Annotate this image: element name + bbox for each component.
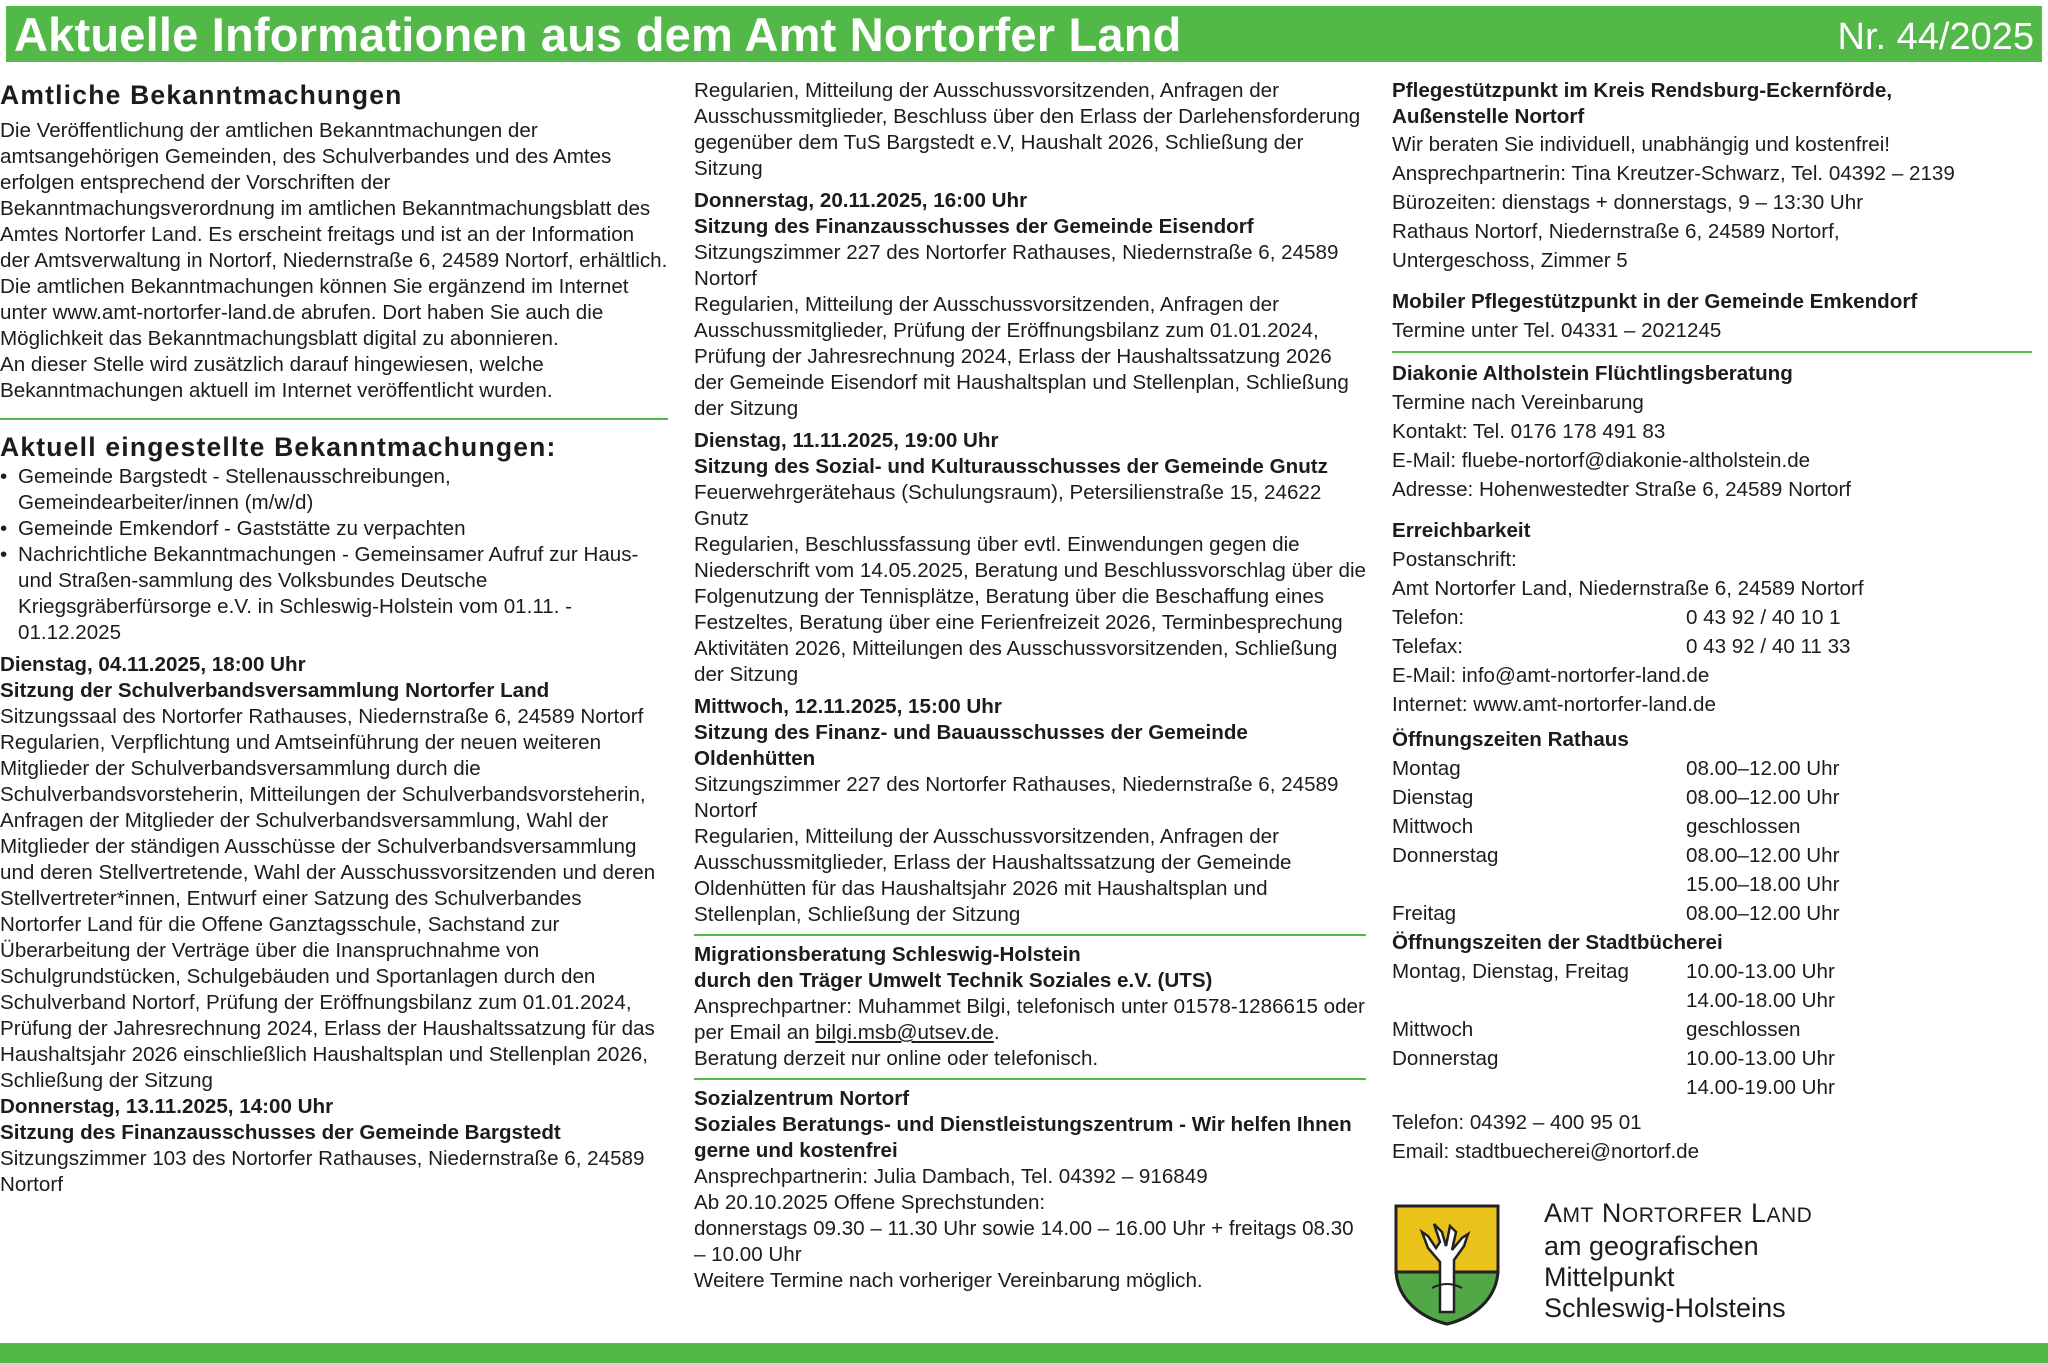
amtliche-text-2: Die amtlichen Bekanntmachungen können Sie ergänzend im Internet unter www.amt-nortorfer-land.de abrufen. Dort haben Sie auch die Möglichkeit das Bekanntmachungsblatt digital zu abonnieren. bbox=[0, 275, 629, 350]
migration-contact-text: Ansprechpartner: Muhammet Bilgi, telefonisch unter 01578-1286615 oder per Email an bbox=[694, 995, 1365, 1044]
migration-email-link[interactable]: bilgi.msb@utsev.de bbox=[815, 1021, 994, 1044]
day-label: Montag, Dienstag, Freitag bbox=[1392, 960, 1629, 983]
amtliche-text-3: An dieser Stelle wird zusätzlich darauf hingewiesen, welche Bekanntmachungen aktuell im Internet veröffentlicht wurden. bbox=[0, 353, 553, 402]
page-title: Aktuelle Informationen aus dem Amt Nortorfer Land bbox=[14, 8, 1182, 61]
list-item: • Gemeinde Bargstedt - Stellenausschreibungen, Gemeindearbeiter/innen (m/w/d) bbox=[0, 464, 668, 516]
fax-row bbox=[1392, 632, 2032, 661]
hours-value: 14.00-18.00 Uhr bbox=[1686, 989, 1835, 1012]
meeting-3-agenda: Regularien, Mitteilung der Ausschussvorsitzenden, Anfragen der Ausschussmitglieder, Prüfung der Eröffnungsbilanz zum 01.01.2024, Prüfung der Jahresrechnung 2024, Erlass der Haushaltssatzung 2026 der Gemeinde Eisendorf mit Haushaltsplan und Stellenplan, Schließung der Sitzung bbox=[694, 293, 1349, 420]
logo-name-d: ORTORFER bbox=[1621, 1204, 1743, 1227]
migration-note: Beratung derzeit nur online oder telefonisch. bbox=[694, 1047, 1099, 1070]
diakonie-text-3: E-Mail: fluebe-nortorf@diakonie-altholstein.de bbox=[1392, 449, 1811, 472]
diakonie-title: Diakonie Altholstein Flüchtlingsberatung bbox=[1392, 362, 1793, 385]
diakonie-text-4: Adresse: Hohenwestedter Straße 6, 24589 Nortorf bbox=[1392, 478, 1852, 501]
day-label: Mittwoch bbox=[1392, 1018, 1474, 1041]
postanschrift-label: Postanschrift: bbox=[1392, 548, 1517, 571]
migration-contact bbox=[694, 994, 1366, 1046]
meeting-4-place: Feuerwehrgerätehaus (Schulungsraum), Petersilienstraße 15, 24622 Gnutz bbox=[694, 481, 1322, 530]
migration-title-1: Migrationsberatung Schleswig-Holstein bbox=[694, 943, 1081, 966]
day-label: Mittwoch bbox=[1392, 815, 1474, 838]
pflege-text-3: Bürozeiten: dienstags + donnerstags, 9 – 13:30 Uhr bbox=[1392, 191, 1864, 214]
logo-name-a: A bbox=[1544, 1198, 1563, 1228]
header-banner bbox=[6, 6, 2042, 62]
day-label: Freitag bbox=[1392, 902, 1457, 925]
oeffnungszeiten-title: Öffnungszeiten Rathaus bbox=[1392, 728, 1629, 751]
logo-line-2: am geografischen bbox=[1544, 1231, 1759, 1261]
telefax-label: Telefax: bbox=[1392, 635, 1463, 658]
amt-logo bbox=[1392, 1196, 1952, 1336]
logo-name-f: AND bbox=[1766, 1204, 1813, 1227]
hours-value: 08.00–12.00 Uhr bbox=[1686, 786, 1840, 809]
logo-name-b: MT bbox=[1562, 1204, 1594, 1227]
amtliche-heading: Amtliche Bekanntmachungen bbox=[0, 80, 403, 110]
day-label: Donnerstag bbox=[1392, 844, 1499, 867]
hours-value: 08.00–12.00 Uhr bbox=[1686, 844, 1840, 867]
meeting-4-title: Sitzung des Sozial- und Kulturausschusses der Gemeinde Gnutz bbox=[694, 455, 1328, 478]
internet-line: Internet: www.amt-nortorfer-land.de bbox=[1392, 693, 1716, 716]
divider bbox=[694, 934, 1366, 936]
meeting-2-continued: Regularien, Mitteilung der Ausschussvorsitzenden, Anfragen der Ausschussmitglieder, Beschluss über den Erlass der Darlehensforderung gegenüber dem TuS Bargstedt e.V, Haushalt 2026, Schließung der Sitzung bbox=[694, 79, 1361, 180]
hours-value: geschlossen bbox=[1686, 1018, 1801, 1041]
footer-bar bbox=[0, 1343, 2048, 1363]
hours-value: 08.00–12.00 Uhr bbox=[1686, 757, 1840, 780]
diakonie-text-2: Kontakt: Tel. 0176 178 491 83 bbox=[1392, 420, 1666, 443]
sozialzentrum-hours-heading: Ab 20.10.2025 Offene Sprechstunden: bbox=[694, 1191, 1046, 1214]
divider bbox=[694, 1078, 1366, 1080]
meeting-3-title: Sitzung des Finanzausschusses der Gemeinde Eisendorf bbox=[694, 215, 1254, 238]
list-item: • Gemeinde Emkendorf - Gaststätte zu verpachten bbox=[0, 516, 668, 542]
stadtbuecherei-title: Öffnungszeiten der Stadtbücherei bbox=[1392, 931, 1723, 954]
logo-text bbox=[1544, 1198, 1812, 1324]
sozialzentrum-contact: Ansprechpartnerin: Julia Dambach, Tel. 04392 – 916849 bbox=[694, 1165, 1208, 1188]
stadtbuecherei-email: Email: stadtbuecherei@nortorf.de bbox=[1392, 1140, 1700, 1163]
phone-row bbox=[1392, 603, 2032, 632]
oeffnungszeiten-table bbox=[1392, 754, 2032, 928]
meeting-5-date: Mittwoch, 12.11.2025, 15:00 Uhr bbox=[694, 695, 1002, 718]
meeting-5-title: Sitzung des Finanz- und Bauausschusses der Gemeinde Oldenhütten bbox=[694, 721, 1248, 770]
meeting-5-place: Sitzungszimmer 227 des Nortorfer Rathauses, Niedernstraße 6, 24589 Nortorf bbox=[694, 773, 1339, 822]
pflege-text-1: Wir beraten Sie individuell, unabhängig und kostenfrei! bbox=[1392, 133, 1890, 156]
meeting-2-title: Sitzung des Finanzausschusses der Gemeinde Bargstedt bbox=[0, 1121, 561, 1144]
sozialzentrum-hours: donnerstags 09.30 – 11.30 Uhr sowie 14.00 – 16.00 Uhr + freitags 08.30 – 10.00 Uhr bbox=[694, 1217, 1354, 1266]
stadtbuecherei-table bbox=[1392, 957, 2032, 1102]
erreichbarkeit-title: Erreichbarkeit bbox=[1392, 519, 1531, 542]
issue-number: Nr. 44/2025 bbox=[1837, 16, 2034, 58]
meeting-5-agenda: Regularien, Mitteilung der Ausschussvorsitzenden, Anfragen der Ausschussmitglieder, Erlass der Haushaltssatzung der Gemeinde Oldenhütten für das Haushaltsjahr 2026 mit Haushaltsplan und Stellenplan, Schließung der Sitzung bbox=[694, 825, 1292, 926]
hours-value: 10.00-13.00 Uhr bbox=[1686, 1047, 1835, 1070]
logo-line-4: Schleswig-Holsteins bbox=[1544, 1293, 1786, 1323]
meeting-1-agenda: Regularien, Verpflichtung und Amtseinführung der neuen weiteren Mitglieder der Schulverbandsversammlung durch die Schulverbandsvorsteherin, Mitteilungen der Schulverbandsvorsteherin, Anfragen der Mitglieder der Schulverbandsversammlung, Wahl der Mitglieder der ständigen Ausschüsse der Schulverbandsversammlung und deren Stellvertretende, Wahl der Ausschussvorsitzenden und deren Stellvertreter*innen, Entwurf einer Satzung des Schulverbandes Nortorfer Land für die Offene Ganztagsschule, Sachstand zur Überarbeitung der Verträge über die Inanspruchnahme von Schulgrundstücken, Schulgebäuden und Sportanlagen durch den Schulverband Nortorf, Prüfung der Eröffnungsbilanz zum 01.01.2024, Prüfung der Jahresrechnung 2024, Erlass der Haushaltssatzung für das Haushaltsjahr 2026 einschließlich Haushaltsplan und Stellenplan 2026, Schließung der Sitzung bbox=[0, 731, 656, 1092]
bekanntmachungen-list bbox=[0, 464, 668, 646]
hours-value: 15.00–18.00 Uhr bbox=[1686, 873, 1840, 896]
mobil-title: Mobiler Pflegestützpunkt in der Gemeinde Emkendorf bbox=[1392, 290, 1918, 313]
logo-name bbox=[1544, 1198, 1812, 1231]
meeting-4-agenda: Regularien, Beschlussfassung über evtl. Einwendungen gegen die Niederschrift vom 14.05.2025, Beratung und Beschlussvorschlag über die Folgenutzung der Tennisplätze, Beratung über die Beschaffung eines Festzeltes, Beratung über eine Ferienfreizeit 2026, Terminbesprechung Aktivitäten 2026, Mitteilungen des Ausschussvorsitzenden, Schließung der Sitzung bbox=[694, 533, 1366, 686]
sozialzentrum-title-1: Sozialzentrum Nortorf bbox=[694, 1087, 910, 1110]
telefon-value: 0 43 92 / 40 10 1 bbox=[1686, 606, 1841, 629]
migration-title-2: durch den Träger Umwelt Technik Soziales e.V. (UTS) bbox=[694, 969, 1213, 992]
meeting-2-date: Donnerstag, 13.11.2025, 14:00 Uhr bbox=[0, 1095, 334, 1118]
day-label: Donnerstag bbox=[1392, 1047, 1499, 1070]
day-label bbox=[1392, 870, 1686, 899]
meeting-3-place: Sitzungszimmer 227 des Nortorfer Rathauses, Niedernstraße 6, 24589 Nortorf bbox=[694, 241, 1339, 290]
day-label: Dienstag bbox=[1392, 786, 1474, 809]
day-label: Montag bbox=[1392, 757, 1461, 780]
sozialzentrum-title-2: Soziales Beratungs- und Dienstleistungszentrum - Wir helfen Ihnen gerne und kostenfrei bbox=[694, 1113, 1352, 1162]
list-item: • Nachrichtliche Bekanntmachungen - Gemeinsamer Aufruf zur Haus- und Straßen-sammlung des Volksbundes Deutsche Kriegsgräberfürsorge e.V. in Schleswig-Holstein vom 01.11. - 01.12.2025 bbox=[0, 542, 668, 646]
hours-value: 10.00-13.00 Uhr bbox=[1686, 960, 1835, 983]
logo-line-3: Mittelpunkt bbox=[1544, 1262, 1675, 1292]
postanschrift: Amt Nortorfer Land, Niedernstraße 6, 24589 Nortorf bbox=[1392, 577, 1864, 600]
column-middle bbox=[694, 78, 1366, 1294]
meeting-4-date: Dienstag, 11.11.2025, 19:00 Uhr bbox=[694, 429, 999, 452]
stadtbuecherei-phone: Telefon: 04392 – 400 95 01 bbox=[1392, 1111, 1642, 1134]
day-label bbox=[1392, 986, 1686, 1015]
meeting-1-date: Dienstag, 04.11.2025, 18:00 Uhr bbox=[0, 653, 306, 676]
coat-of-arms-icon bbox=[1392, 1202, 1502, 1326]
logo-name-e: L bbox=[1750, 1198, 1767, 1228]
column-right bbox=[1392, 78, 2032, 1166]
aktuell-heading: Aktuell eingestellte Bekanntmachungen: bbox=[0, 432, 557, 462]
column-left bbox=[0, 78, 668, 1198]
hours-value: 08.00–12.00 Uhr bbox=[1686, 902, 1840, 925]
migration-contact-end: . bbox=[993, 1021, 1000, 1044]
divider bbox=[1392, 351, 2032, 353]
meeting-3-date: Donnerstag, 20.11.2025, 16:00 Uhr bbox=[694, 189, 1028, 212]
sozialzentrum-note: Weitere Termine nach vorheriger Vereinbarung möglich. bbox=[694, 1269, 1203, 1292]
pflege-text-2: Ansprechpartnerin: Tina Kreutzer-Schwarz, Tel. 04392 – 2139 bbox=[1392, 162, 1955, 185]
meeting-1-place: Sitzungssaal des Nortorfer Rathauses, Niedernstraße 6, 24589 Nortorf bbox=[0, 705, 644, 728]
pflege-title-2: Außenstelle Nortorf bbox=[1392, 105, 1585, 128]
hours-value: geschlossen bbox=[1686, 815, 1801, 838]
day-label bbox=[1392, 1073, 1686, 1102]
meeting-2-place: Sitzungszimmer 103 des Nortorfer Rathauses, Niedernstraße 6, 24589 Nortorf bbox=[0, 1147, 645, 1196]
pflege-text-4: Rathaus Nortorf, Niedernstraße 6, 24589 Nortorf, Untergeschoss, Zimmer 5 bbox=[1392, 220, 1840, 272]
email-line: E-Mail: info@amt-nortorfer-land.de bbox=[1392, 664, 1710, 687]
telefon-label: Telefon: bbox=[1392, 606, 1465, 629]
pflege-title-1: Pflegestützpunkt im Kreis Rendsburg-Eckernförde, bbox=[1392, 79, 1893, 102]
meeting-1-title: Sitzung der Schulverbandsversammlung Nortorfer Land bbox=[0, 679, 550, 702]
divider bbox=[0, 418, 668, 420]
logo-name-c: N bbox=[1601, 1198, 1622, 1228]
telefax-value: 0 43 92 / 40 11 33 bbox=[1686, 635, 1851, 658]
amtliche-text-1: Die Veröffentlichung der amtlichen Bekanntmachungen der amtsangehörigen Gemeinden, des Schulverbandes und des Amtes erfolgen entsprechend der Vorschriften der Bekanntmachungsverordnung im amtlichen Bekanntmachungsblatt des Amtes Nortorfer Land. Es erscheint freitags und ist an der Information der Amtsverwaltung in Nortorf, Niedernstraße 6, 24589 Nortorf, erhältlich. bbox=[0, 119, 668, 272]
diakonie-text-1: Termine nach Vereinbarung bbox=[1392, 391, 1644, 414]
hours-value: 14.00-19.00 Uhr bbox=[1686, 1076, 1835, 1099]
mobil-text: Termine unter Tel. 04331 – 2021245 bbox=[1392, 319, 1722, 342]
